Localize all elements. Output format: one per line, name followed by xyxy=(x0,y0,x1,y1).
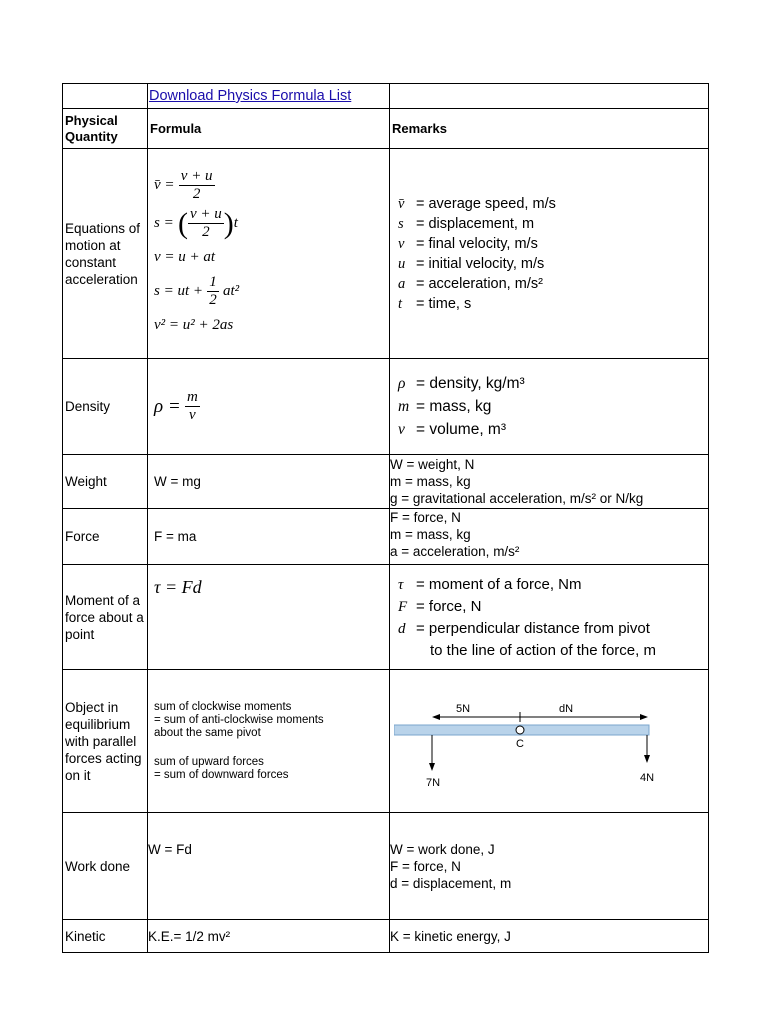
formula-cell xyxy=(148,149,390,359)
right-force-label: 4N xyxy=(640,772,655,784)
remark-line: K = kinetic energy, J xyxy=(390,928,511,944)
table-row xyxy=(63,359,709,455)
remark-line: m = mass, kg xyxy=(390,474,471,489)
pivot-label: C xyxy=(516,738,524,750)
remark-line: F = force, N xyxy=(390,510,461,525)
remark-line: a = acceleration, m/s² xyxy=(390,544,520,559)
remarks-list xyxy=(398,194,706,314)
left-force-arrowhead xyxy=(429,763,435,771)
remarks-cell xyxy=(390,565,709,670)
remark-line: v = final velocity, m/s xyxy=(398,235,538,252)
remark-line: to the line of action of the force, m xyxy=(430,641,656,659)
left-distance-label: 5N xyxy=(456,703,471,715)
equilibrium-rules xyxy=(154,701,387,782)
rule-line: about the same pivot xyxy=(154,726,261,739)
table-row xyxy=(63,920,709,953)
remarks-cell xyxy=(390,670,709,813)
remarks-list xyxy=(398,372,706,441)
remarks-cell xyxy=(390,455,709,509)
quantity-cell: Density xyxy=(63,359,148,455)
formula-cell xyxy=(148,359,390,455)
table-row xyxy=(63,509,709,565)
rule-line: = sum of anti-clockwise moments xyxy=(154,713,324,726)
remark-line: m = mass, kg xyxy=(398,398,492,415)
remarks-cell xyxy=(390,813,709,920)
formula-cell: F = ma xyxy=(148,509,390,565)
equation-velocity-squared: v² = u² + 2as xyxy=(154,317,234,333)
remark-line: W = work done, J xyxy=(390,841,495,857)
rule-line: sum of upward forces xyxy=(154,755,264,768)
quantity-cell: Weight xyxy=(63,455,148,509)
remark-line: m = mass, kg xyxy=(390,527,471,542)
remark-line: W = weight, N xyxy=(390,457,475,472)
remark-line: g = gravitational acceleration, m/s² or N/kg xyxy=(390,491,644,506)
equation-density: ρ = $\frac{m}{v}$ xyxy=(154,389,198,423)
empty-cell xyxy=(63,84,148,109)
formula-cell xyxy=(148,565,390,670)
formula-cell: W = mg xyxy=(148,455,390,509)
formula-cell xyxy=(148,670,390,813)
formula-cell: K.E.= 1/2 mv² xyxy=(148,920,390,953)
quantity-cell: Object in equilibrium with parallel forces acting on it xyxy=(63,670,148,813)
quantity-cell: Force xyxy=(63,509,148,565)
remarks-list xyxy=(398,574,706,661)
remarks-cell xyxy=(390,359,709,455)
table-row xyxy=(63,670,709,813)
quantity-cell: Moment of a force about a point xyxy=(63,565,148,670)
remarks-cell xyxy=(390,920,709,953)
remark-line: F = force, N xyxy=(390,858,461,874)
quantity-cell: Kinetic xyxy=(63,920,148,953)
rule-line: = sum of downward forces xyxy=(154,768,289,781)
empty-cell xyxy=(390,84,709,109)
remark-line: v̄ = average speed, m/s xyxy=(398,195,556,212)
right-distance-label: dN xyxy=(559,703,574,715)
rule-line: sum of clockwise moments xyxy=(154,700,292,713)
remark-line: d = displacement, m xyxy=(390,875,512,891)
table-row xyxy=(63,565,709,670)
arrowhead-right xyxy=(640,714,648,720)
header-remarks: Remarks xyxy=(390,109,709,149)
link-row xyxy=(63,84,709,109)
download-formula-list-link[interactable]: Download Physics Formula List xyxy=(149,88,352,104)
remark-line: d = perpendicular distance from pivot xyxy=(398,619,650,637)
equation-moment: τ = Fd xyxy=(154,577,202,597)
remark-line: u = initial velocity, m/s xyxy=(398,255,545,272)
pivot-circle xyxy=(516,726,524,734)
equation-final-velocity: v = u + at xyxy=(154,249,216,265)
table-row xyxy=(63,813,709,920)
remark-line: a = acceleration, m/s² xyxy=(398,275,543,292)
header-row xyxy=(63,109,709,149)
remark-line: F = force, N xyxy=(398,597,482,615)
arrowhead-left xyxy=(432,714,440,720)
header-formula: Formula xyxy=(148,109,390,149)
link-cell xyxy=(148,84,390,109)
table-row xyxy=(63,149,709,359)
remark-line: ρ = density, kg/m³ xyxy=(398,375,525,392)
formula-cell: W = Fd xyxy=(148,813,390,920)
remark-line: τ = moment of a force, Nm xyxy=(398,575,582,593)
right-force-arrowhead xyxy=(644,755,650,763)
equation-displacement-time: s = ut + $\frac{1}{2}$ at² xyxy=(154,274,240,308)
lever-diagram xyxy=(394,681,694,801)
quantity-cell: Equations of motion at constant acceleration xyxy=(63,149,148,359)
remark-line: s = displacement, m xyxy=(398,215,535,232)
remark-line: t = time, s xyxy=(398,295,472,312)
quantity-cell: Work done xyxy=(63,813,148,920)
equation-displacement: s = ( $\frac{v + u}{2}$ ) t xyxy=(154,206,238,240)
remarks-cell xyxy=(390,509,709,565)
table-row xyxy=(63,455,709,509)
left-force-label: 7N xyxy=(426,777,441,789)
formula-table xyxy=(62,83,709,953)
equation-average-speed: v̄ = $\frac{v + u}{2}$ xyxy=(154,168,213,202)
remark-line: v = volume, m³ xyxy=(398,421,507,438)
remarks-cell xyxy=(390,149,709,359)
header-quantity: Physical Quantity xyxy=(63,109,148,149)
